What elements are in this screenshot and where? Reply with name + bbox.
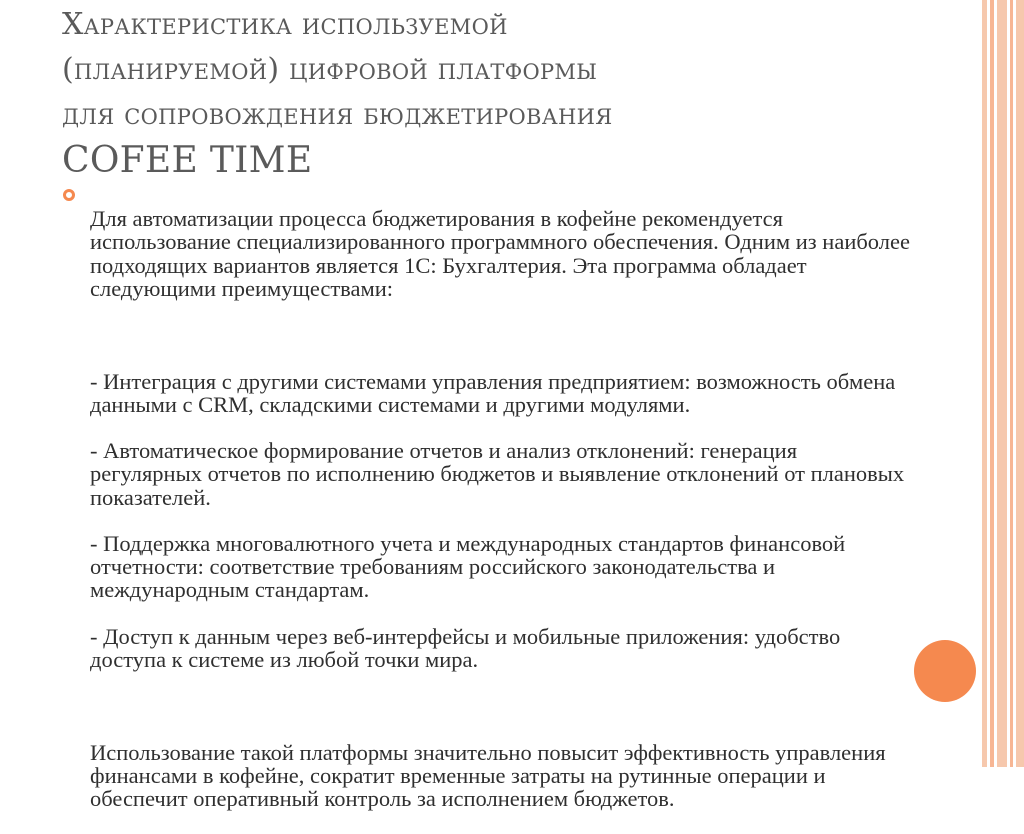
orange-ring-bullet-icon [62,188,76,202]
spacer [90,694,910,717]
orange-circle-decoration [914,640,976,702]
title-line-1: Характеристика используемой [62,7,508,42]
slide-content [60,184,910,834]
advantage-item: - Интеграция с другими системами управления предприятием: возможность обмена данными с CRM, складскими системами и другими модулями. [90,368,896,417]
decorative-stripes [982,0,1024,767]
title-line-4: COFEE TIME [62,140,313,181]
slide-title [62,2,962,185]
intro-paragraph: Для автоматизации процесса бюджетирования в кофейне рекомендуется использование специализированного программного обеспечения. Одним из наиболее подходящих вариантов является 1С: Бухгалтерия. Эта программа обладает следующими преимуществами: [90,206,910,301]
title-line-3: для сопровождения бюджетирования [62,97,613,132]
title-line-2: (планируемой) цифровой платформы [62,52,598,87]
bullet-text [90,184,910,834]
advantage-item: - Поддержка многовалютного учета и международных стандартов финансовой отчетности: соответствие требованиям российского законодательства и международным стандартам. [90,531,846,603]
conclusion-paragraph: Использование такой платформы значительно повысит эффективность управления финансами в кофейне, сократит временные затраты на рутинные операции и обеспечит оперативный контроль за исполнением бюджетов. [90,739,886,812]
advantage-item: - Доступ к данным через веб-интерфейсы и мобильные приложения: удобство доступа к системе из любой точки мира. [90,623,841,673]
spacer [90,323,910,346]
advantage-item: - Автоматическое формирование отчетов и анализ отклонений: генерация регулярных отчетов по исполнению бюджетов и выявление отклонений от плановых показателей. [90,438,905,510]
